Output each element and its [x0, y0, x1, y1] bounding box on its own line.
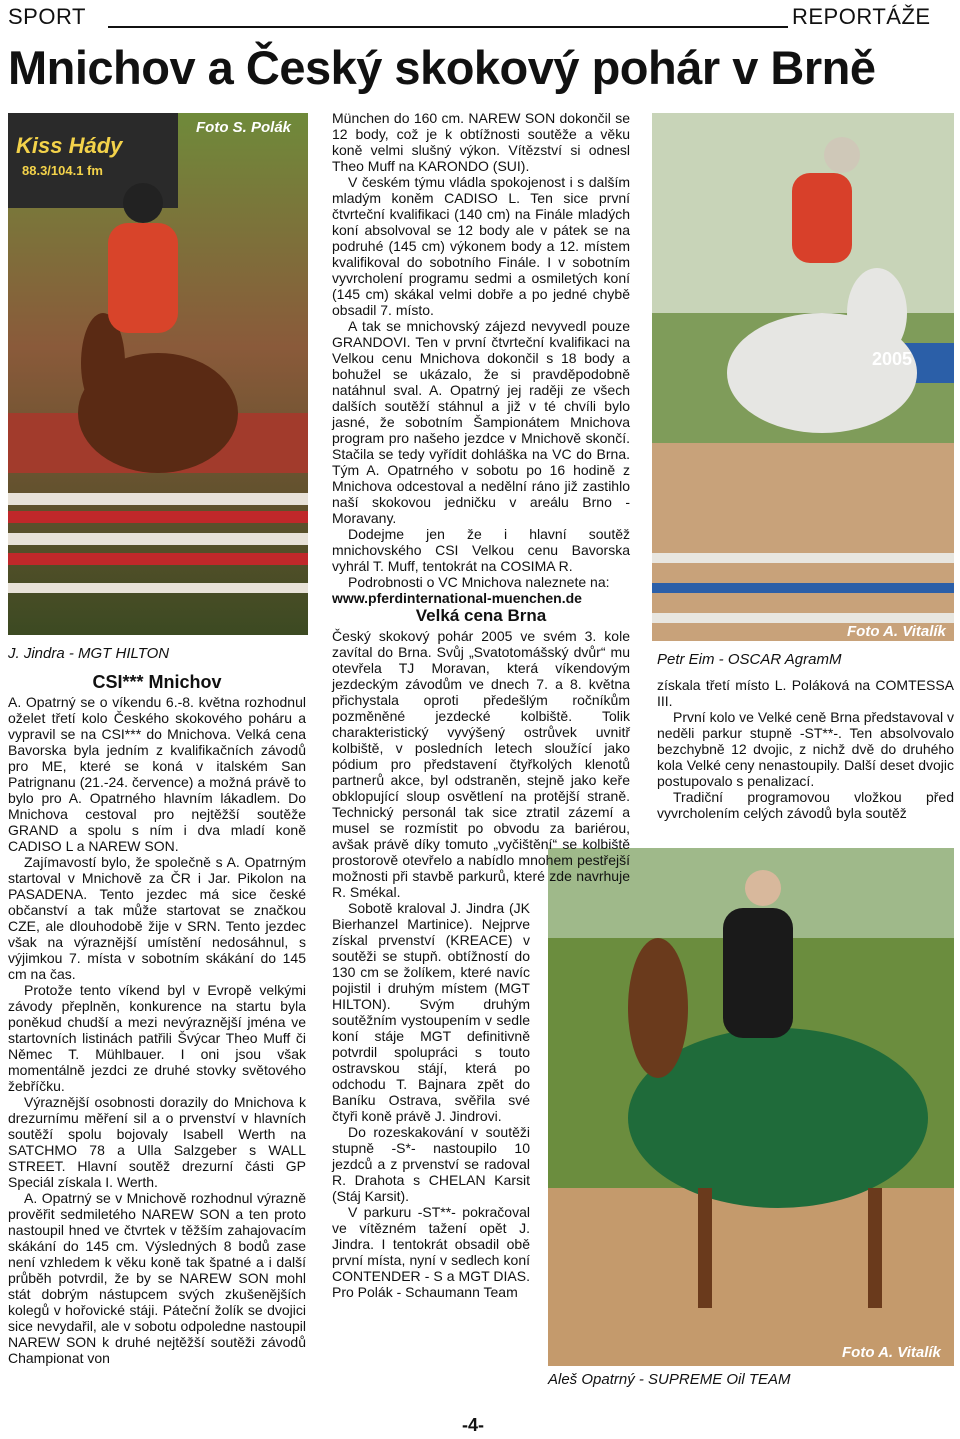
paragraph: Podrobnosti o VC Mnichova naleznete na: — [348, 574, 610, 590]
article-column-2 — [332, 110, 630, 1300]
article-column-1 — [8, 670, 306, 1366]
paragraph: Protože tento víkend byl v Evropě velkými závody přeplněn, konkurence na startu byla poněkud chudší a mezi nevýraznější jména ve startovních listinách patřili Švýcar Theo Muff či Němec T. Mühlbauer. I oni jsou však momentálně jezdci ze druhé stovky světového žebříčku. — [8, 982, 306, 1094]
paragraph: Tradiční programovou vložkou před vyvrcholením celých závodů byla soutěž — [657, 789, 954, 821]
photo-credit: Foto A. Vitalík — [842, 1344, 941, 1361]
photo-credit: Foto S. Polák — [196, 119, 292, 136]
page-title: Mnichov a Český skokový pohár v Brně — [8, 41, 876, 94]
paragraph: Do rozeskakování v soutěži stupně -S*- nastoupilo 10 jezdců a z prvenství se radoval R. Drahota s CHELAN Karsit (Stáj Karsit). — [332, 1124, 530, 1204]
sponsor-sign: Kiss Hády — [16, 133, 123, 158]
paragraph: Český skokový pohár 2005 ve svém 3. kole zavítal do Brna. Svůj „Svatotomášský dvůr“ mu otevřela TJ Moravan, která víkendovým jezdeckým závodům ve dnech 7. a 8. května přichystala oproti předešlým ročníkům pozměněné jezdecké kolbiště. Tolik charakteristický vyvýšený ostrůvek uvnitř kolbiště, v posledních letech sloužící jako pódium pro představení čtyřkolých klenotů partnerů akce, byl odstraněn, stejně jako keře obklopující sloup osvětlení na protější straně. Technický personál tak sice ztratil zázemí a musel se rozmístit po obvodu za bariérou, avšak právě díky tomuto „vyčištění“ se kolbiště prostorově otevřelo a nabídlo mnohem pestřejší možnosti při stavbě parkurů, které zde navrhuje R. Smékal. — [332, 628, 630, 900]
photo-caption: J. Jindra - MGT HILTON — [8, 645, 170, 662]
header-rule — [108, 26, 788, 28]
paragraph: V českém týmu vládla spokojenost i s dalším mladým koněm CADISO L. Ten sice první čtvrteční kvalifikaci (140 cm) na Finále mladých koní absolvoval se 12 body ale v pátek se na podruhé (145 cm) výkonem body a 12. místem kvalifikoval do sobotního Finále. I v sobotním vyvrcholení programu sedmi a osmiletých koní (145 cm) skákal velmi dobře a po jedné chybě obsadil 7. místo. — [332, 174, 630, 318]
photo-top-left — [8, 113, 308, 635]
sponsor-sign-sub: 88.3/104.1 fm — [22, 163, 103, 178]
paragraph: Zajímavostí bylo, že společně s A. Opatrným startoval v Mnichově za ČR i Jar. Pikolon na PASADENA. Tento jezdec má sice české občanství a tak může startovat se značkou CZE, ale dlouhodobě žije v SRN. Tento jezdec však na výraznější umístění nedosáhnul, s výjimkou 7. místa v sobotním skákání do 145 cm na čas. — [8, 854, 306, 982]
paragraph: První kolo ve Velké ceně Brna představoval v neděli parkur stupně -ST**-. Ten absolvovalo bezchybně 12 dvojic, z nichž dvě do druhého kola Velké ceny nenastoupily. Další deset dvojic postupovalo s penalizací. — [657, 709, 954, 789]
banner-text: 2005 — [872, 349, 913, 369]
photo-caption: Aleš Opatrný - SUPREME Oil TEAM — [548, 1371, 791, 1388]
paragraph: Výraznější osobnosti dorazily do Mnichova k drezurnímu měření sil a o prvenství v hlavních soutěží spolu bojovaly Isabell Werth na SATCHMO 78 a Ulla Salzgeber s WALL STREET. Hlavní soutěž drezurní části GP Speciál získala I. Werth. — [8, 1094, 306, 1190]
paragraph: Dodejme jen že i hlavní soutěž mnichovského CSI Velkou cenu Bavorska vyhrál T. Muff, tentokrát na COSIMA R. — [332, 526, 630, 574]
paragraph: A. Opatrný se o víkendu 6.-8. května rozhodnul oželet třetí kolo Českého skokového poháru a vypravil se na CSI*** do Mnichova. Velká cena Bavorska byla jedním z kvalifikačních závodů pro ME, které se koná v italském San Patrignanu (21.-24. července) a možná právě to bylo pro A. Opatrného hlavním lákadlem. Do Mnichova cestoval pro nejtěžší soutěže GRAND a spolu s ním i dva mladí koně CADISO L a NAREW SON. — [8, 694, 306, 854]
article-column-3 — [657, 677, 954, 821]
paragraph: Sobotě kraloval J. Jindra (JK Bierhanzel Martinice). Nejprve získal prvenství (KREACE) v soutěži se stupň. obtížností do 130 cm se žolíkem, které navíc pojistil i druhým místem (MGT HILTON). Svým druhým soutěžním vystoupením v sedle koní stáje MGT definitivně potvrdil spolupráci s touto ostravskou stájí, která po odchodu T. Bajnara zpět do Baníku Ostrava, svěřila své čtyři koně právě J. Jindrovi. — [332, 900, 530, 1124]
paragraph: München do 160 cm. NAREW SON dokončil se 12 body, což je k obtížnosti soutěže a věku koně velmi slušný výkon. Vítězství si odnesl Theo Muff na KARONDO (SUI). — [332, 110, 630, 174]
web-link[interactable]: www.pferdinternational-muenchen.de — [332, 590, 582, 606]
photo-credit: Foto A. Vitalík — [847, 623, 946, 640]
section-label-left: SPORT — [8, 4, 86, 29]
section-label-right: REPORTÁŽE — [792, 4, 931, 29]
page-number: -4- — [462, 1415, 484, 1435]
paragraph: A. Opatrný se v Mnichově rozhodnul výrazně prověřit sedmiletého NAREW SON a ten proto nastoupil hned ve čtvrtek v těžším zahajovacím skákání do 145 cm. Výsledných 8 bodů zase není vzhledem k věku koně tak špatné a i další průběh potvrdil, že by se NAREW SON mohl stát dobrým nástupcem svých zkušenějších kolegů v hořovické stáji. Páteční žolík se dvojici sice nevydařil, ale v sobotu odpoledne nastoupil NAREW SON k druhé nejtěžší soutěži závodů Championat von — [8, 1190, 306, 1366]
photo-top-right — [652, 113, 954, 641]
paragraph: A tak se mnichovský zájezd nevyvedl pouze GRANDOVI. Ten v první čtvrteční kvalifikaci na Velkou cenu Mnichova dokončil s 18 body a bohužel se ukázalo, že si pravděpodobně natáhnul sval. A. Opatrný jej raději ze všech dalších soutěží stáhnul a již v té chvíli bylo jasné, že sobotním Šampionátem Mnichova program pro našeho jezdce v Mnichově skončí. Stačila se tedy vyřídit dohláška na VC do Brna. Tým A. Opatrného v sobotu po 16 hodině z Mnichova odcestoval a nedělní ráno již zastihlo naší skokovou jedničku v areálu Brno - Moravany. — [332, 318, 630, 526]
paragraph: získala třetí místo L. Poláková na COMTESSA III. — [657, 677, 954, 709]
paragraph: V parkuru -ST**- pokračoval ve vítězném tažení opět J. Jindra. I tentokrát obsadil obě první místa, nyní v sedlech koní CONTENDER - S a MGT DIAS. Pro Polák - Schaumann Team — [332, 1204, 530, 1300]
show-jumping-photo-icon — [652, 113, 954, 641]
section-heading: CSI*** Mnichov — [92, 672, 222, 692]
section-heading: Velká cena Brna — [415, 606, 547, 625]
show-jumping-photo-icon — [8, 113, 308, 635]
photo-caption: Petr Eim - OSCAR AgramM — [657, 651, 842, 668]
